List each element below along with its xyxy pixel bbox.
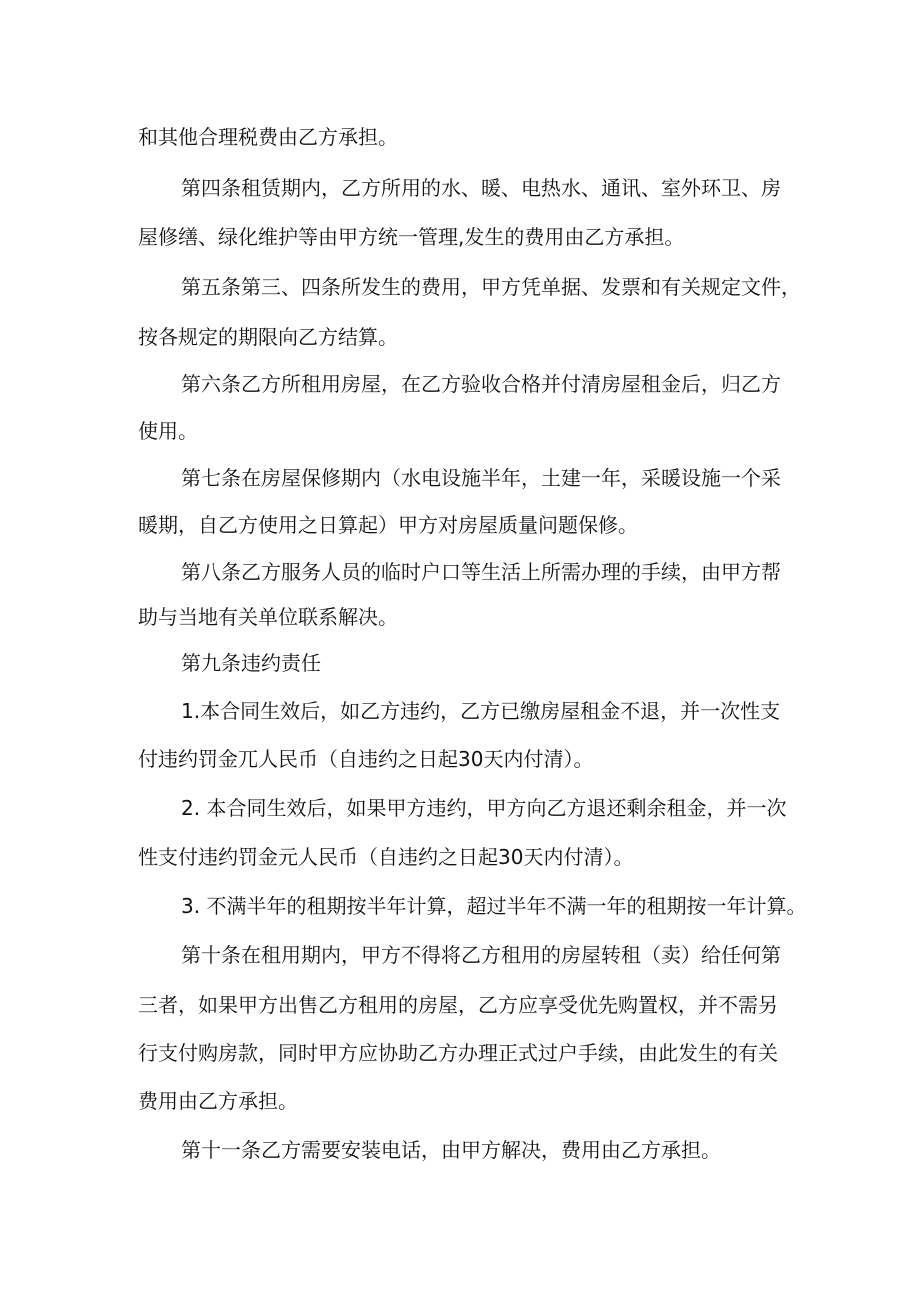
text-line: 和其他合理税费由乙方承担。	[138, 125, 398, 149]
text-line: 第八条乙方服务人员的临时户口等生活上所需办理的手续，由甲方帮	[181, 560, 781, 584]
text-line: 助与当地有关单位联系解决。	[138, 605, 398, 629]
text-line: 第七条在房屋保修期内（水电设施半年，土建一年，采暖设施一个采	[181, 466, 781, 490]
text-line: 按各规定的期限向乙方结算。	[138, 325, 398, 349]
text-line: 3. 不满半年的租期按半年计算，超过半年不满一年的租期按一年计算。	[181, 894, 807, 918]
text-line: 性支付违约罚金元人民币（自违约之日起30天内付清）。	[138, 845, 634, 869]
text-line: 第四条租赁期内，乙方所用的水、暖、电热水、通讯、室外环卫、房	[181, 176, 781, 200]
text-line: 第十条在租用期内，甲方不得将乙方租用的房屋转租（卖）给任何第	[181, 943, 781, 967]
text-line: 第五条第三、四条所发生的费用，甲方凭单据、发票和有关规定文件，	[181, 275, 801, 299]
text-line: 暖期，自乙方使用之日算起）甲方对房屋质量问题保修。	[138, 513, 638, 537]
text-line: 屋修缮、绿化维护等由甲方统一管理,发生的费用由乙方承担。	[138, 225, 685, 249]
text-line: 行支付购房款，同时甲方应协助乙方办理正式过户手续，由此发生的有关	[138, 1041, 778, 1065]
text-line: 使用。	[138, 419, 198, 443]
text-line: 付违约罚金兀人民币（自违约之日起30天内付清）。	[138, 747, 594, 771]
text-line: 第六条乙方所租用房屋，在乙方验收合格并付清房屋租金后，归乙方	[181, 372, 781, 396]
text-line: 2. 本合同生效后，如果甲方违约，甲方向乙方退还剩余租金，并一次	[181, 796, 787, 820]
text-line: 第九条违约责任	[181, 651, 321, 675]
text-line: 1.本合同生效后，如乙方违约，乙方已缴房屋租金不退，并一次性支	[181, 699, 781, 723]
text-line: 三者，如果甲方出售乙方租用的房屋，乙方应享受优先购置权，并不需另	[138, 993, 778, 1017]
text-line: 第十一条乙方需要安装电话，由甲方解决，费用由乙方承担。	[181, 1138, 721, 1162]
text-line: 费用由乙方承担。	[138, 1089, 298, 1113]
